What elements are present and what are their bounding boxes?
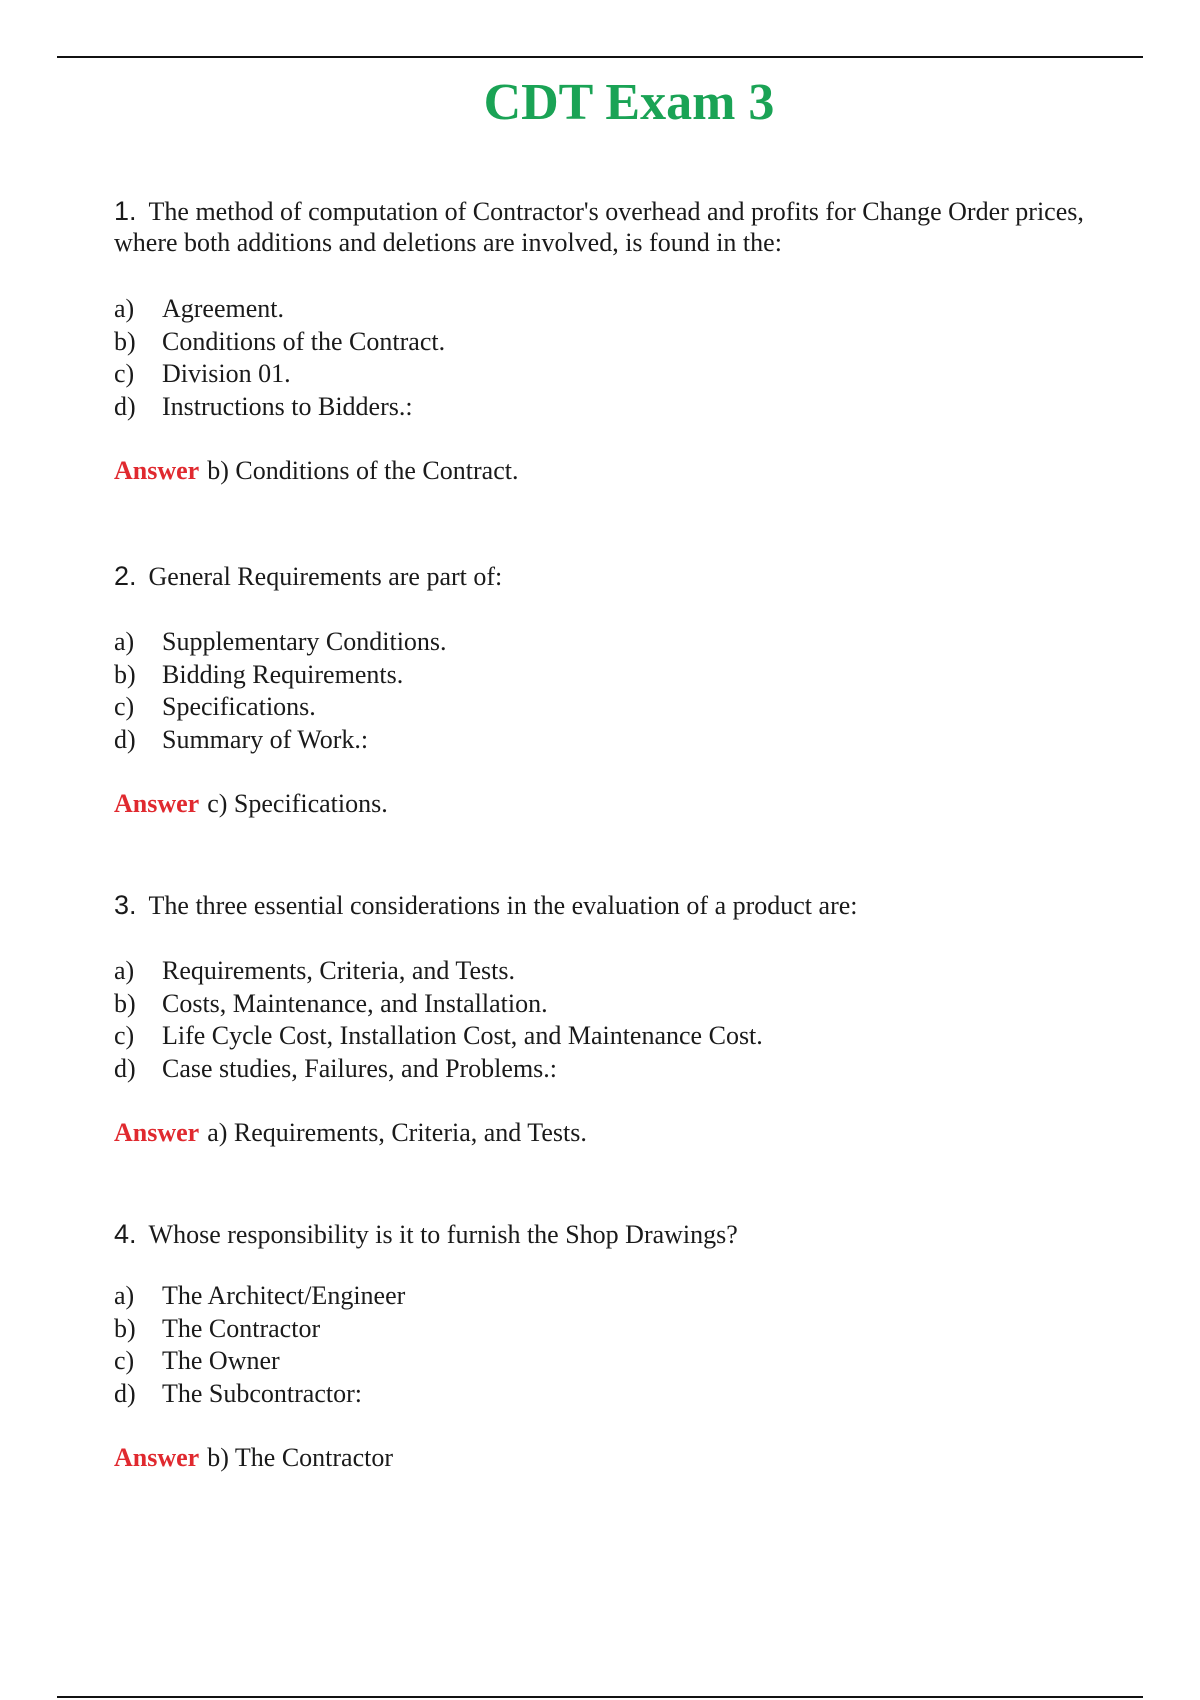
question-1 [114,196,1114,487]
option-list [114,955,1114,1085]
option-a [114,1280,1114,1313]
option-list [114,293,1114,423]
question-number: 3. [114,890,137,920]
question-number: 2. [114,561,137,591]
option-text: Specifications. [162,692,316,721]
option-text: Supplementary Conditions. [162,627,447,656]
answer-label: Answer [114,456,200,485]
option-letter: a) [114,627,135,656]
option-list [114,1280,1114,1410]
answer-line [114,1117,1114,1149]
question-text: General Requirements are part of: [148,562,503,591]
answer-line [114,455,1114,487]
option-text: Summary of Work.: [162,724,369,754]
option-text: Costs, Maintenance, and Installation. [162,988,548,1018]
option-letter: d) [114,724,136,754]
option-letter: c) [114,359,135,388]
option-letter: c) [114,692,135,721]
option-text: Division 01. [162,359,291,388]
option-text: Case studies, Failures, and Problems.: [162,1053,558,1083]
option-a [114,626,1114,659]
option-c [114,691,1114,724]
option-text: Life Cycle Cost, Installation Cost, and Maintenance Cost. [162,1021,763,1050]
page-title: CDT Exam 3 [483,74,775,131]
answer-line [114,788,1114,820]
option-text: The Architect/Engineer [162,1281,406,1310]
question-3 [114,890,1114,1149]
option-text: Agreement. [162,294,285,323]
option-text: Requirements, Criteria, and Tests. [162,956,515,985]
bottom-rule [57,1696,1143,1698]
option-a [114,293,1114,326]
option-d [114,391,1114,424]
question-number: 1. [114,196,137,226]
question-text: The method of computation of Contractor's overhead and profits for Change Order prices, where both additions and deletions are involved, is found in the: [114,197,1084,257]
question-stem [114,561,1114,592]
option-list [114,626,1114,756]
option-d [114,724,1114,757]
question-stem [114,890,1114,921]
option-letter: c) [114,1021,135,1050]
option-text: Bidding Requirements. [162,659,404,689]
answer-text: b) The Contractor [207,1443,394,1472]
option-b [114,1313,1114,1346]
question-stem [114,1219,1114,1250]
option-letter: a) [114,1281,135,1310]
answer-text: c) Specifications. [207,789,388,818]
option-text: Instructions to Bidders.: [162,391,413,421]
option-b [114,988,1114,1021]
question-text: Whose responsibility is it to furnish the Shop Drawings? [148,1220,738,1249]
option-a [114,955,1114,988]
option-letter: b) [114,988,136,1018]
top-rule [57,56,1143,58]
option-letter: a) [114,956,135,985]
option-text: The Owner [162,1346,280,1375]
answer-line [114,1442,1114,1474]
option-letter: b) [114,1313,136,1343]
option-letter: d) [114,391,136,421]
option-letter: b) [114,326,136,356]
option-text: The Subcontractor: [162,1378,362,1408]
option-text: The Contractor [162,1313,321,1343]
question-number: 4. [114,1219,137,1249]
answer-label: Answer [114,789,200,818]
option-d [114,1053,1114,1086]
option-b [114,326,1114,359]
option-letter: d) [114,1378,136,1408]
option-b [114,659,1114,692]
answer-text: b) Conditions of the Contract. [207,456,519,485]
option-letter: b) [114,659,136,689]
answer-label: Answer [114,1118,200,1147]
question-stem [114,196,1114,258]
option-text: Conditions of the Contract. [162,326,446,356]
question-2 [114,561,1114,820]
answer-label: Answer [114,1443,200,1472]
answer-text: a) Requirements, Criteria, and Tests. [207,1118,587,1147]
option-letter: a) [114,294,135,323]
option-c [114,1345,1114,1378]
option-c [114,358,1114,391]
question-4 [114,1219,1114,1474]
option-d [114,1378,1114,1411]
option-c [114,1020,1114,1053]
question-text: The three essential considerations in the evaluation of a product are: [148,891,858,920]
option-letter: c) [114,1346,135,1375]
option-letter: d) [114,1053,136,1083]
